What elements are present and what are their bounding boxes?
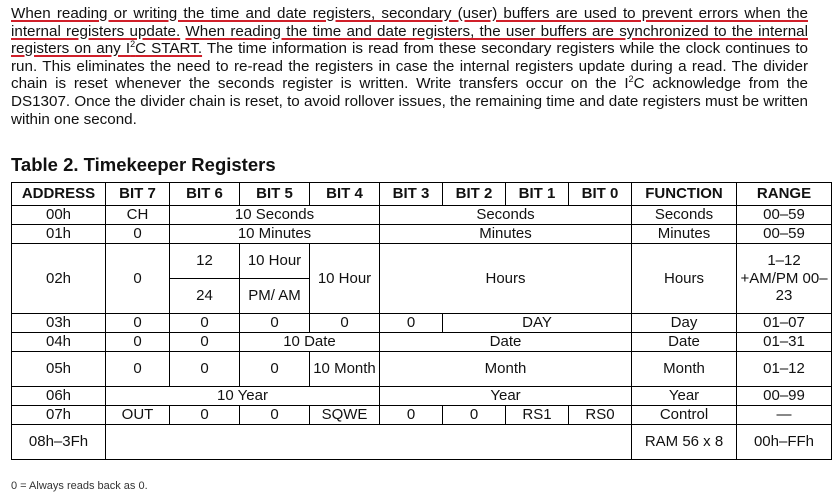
address-cell: 02h bbox=[12, 244, 106, 314]
table-cell: 0 bbox=[310, 314, 380, 333]
table-row bbox=[12, 225, 832, 244]
header-cell: FUNCTION bbox=[632, 183, 737, 206]
range-cell: — bbox=[737, 406, 832, 425]
range-cell: 01–07 bbox=[737, 314, 832, 333]
paragraph-text-2: C acknowledge from the DS1307. Once the divider chain is reset, to avoid rollover issues, the remaining time and date registers must be written within one second. bbox=[11, 75, 808, 128]
address-cell: 06h bbox=[12, 387, 106, 406]
function-cell: Hours bbox=[632, 244, 737, 314]
table-cell: Hours bbox=[380, 244, 632, 314]
table-cell: OUT bbox=[106, 406, 170, 425]
table-cell: 10 Hour bbox=[310, 244, 380, 314]
header-cell: BIT 5 bbox=[240, 183, 310, 206]
function-cell: Year bbox=[632, 387, 737, 406]
header-cell: BIT 7 bbox=[106, 183, 170, 206]
intro-paragraph: When reading or writing the time and date registers, secondary (user) buffers are used to prevent errors when the internal registers update. When reading the time and date registers, the user buffers are synchronized to the internal registers on any $I^2C$ START. The time information is read from these secondary registers while the clock continues to run. This eliminates the need to re-read the registers in case the internal registers update during a read. The divider chain is reset whenever the seconds register is written. Write transfers occur on the $I^2C$ acknowledge from the DS1307. Once the divider chain is reset, to avoid rollover issues, the remaining time and date registers must be written within one second. bbox=[11, 5, 809, 128]
table-row bbox=[12, 352, 832, 387]
header-cell: BIT 1 bbox=[506, 183, 569, 206]
table-cell: RS1 bbox=[506, 406, 569, 425]
table-cell: DAY bbox=[443, 314, 632, 333]
table-cell bbox=[106, 425, 632, 460]
range-cell: 01–12 bbox=[737, 352, 832, 387]
function-cell: Day bbox=[632, 314, 737, 333]
table-cell: 24 bbox=[170, 279, 240, 314]
address-cell: 00h bbox=[12, 206, 106, 225]
function-cell: RAM 56 x 8 bbox=[632, 425, 737, 460]
table-row bbox=[12, 333, 832, 352]
header-cell: BIT 0 bbox=[569, 183, 632, 206]
header-cell: RANGE bbox=[737, 183, 832, 206]
address-cell: 04h bbox=[12, 333, 106, 352]
table-cell: 0 bbox=[380, 314, 443, 333]
table-cell: Seconds bbox=[380, 206, 632, 225]
range-cell: 1–12 +AM/PM 00–23 bbox=[737, 244, 832, 314]
range-cell: 01–31 bbox=[737, 333, 832, 352]
table-row bbox=[12, 244, 832, 279]
table-cell: 10 Seconds bbox=[170, 206, 380, 225]
table-cell: 0 bbox=[380, 406, 443, 425]
table-cell: Month bbox=[380, 352, 632, 387]
table-cell: 0 bbox=[170, 333, 240, 352]
table-row bbox=[12, 206, 832, 225]
header-cell: BIT 6 bbox=[170, 183, 240, 206]
address-cell: 01h bbox=[12, 225, 106, 244]
address-cell: 08h–3Fh bbox=[12, 425, 106, 460]
function-cell: Date bbox=[632, 333, 737, 352]
table-cell: 0 bbox=[443, 406, 506, 425]
table-cell: 0 bbox=[240, 314, 310, 333]
table-cell: 0 bbox=[240, 352, 310, 387]
table-cell: Date bbox=[380, 333, 632, 352]
range-cell: 00–99 bbox=[737, 387, 832, 406]
table-cell: 0 bbox=[106, 244, 170, 314]
table-cell: 12 bbox=[170, 244, 240, 279]
header-cell: BIT 3 bbox=[380, 183, 443, 206]
table-cell: CH bbox=[106, 206, 170, 225]
table-row bbox=[12, 406, 832, 425]
table-cell: Year bbox=[380, 387, 632, 406]
table-cell: 0 bbox=[106, 352, 170, 387]
table-title: Table 2. Timekeeper Registers bbox=[11, 154, 276, 175]
header-cell: ADDRESS bbox=[12, 183, 106, 206]
function-cell: Control bbox=[632, 406, 737, 425]
table-cell: 0 bbox=[106, 314, 170, 333]
function-cell: Seconds bbox=[632, 206, 737, 225]
header-cell: BIT 2 bbox=[443, 183, 506, 206]
table-cell: 0 bbox=[170, 314, 240, 333]
underlined-text-2: When reading the time and date registers, the user buffers are synchronized to the internal registers on any $I^2C$ START. bbox=[11, 22, 808, 58]
table-cell: RS0 bbox=[569, 406, 632, 425]
table-cell: 0 bbox=[106, 333, 170, 352]
address-cell: 07h bbox=[12, 406, 106, 425]
table-footnote: 0 = Always reads back as 0. bbox=[11, 480, 148, 492]
timekeeper-registers-table bbox=[11, 182, 832, 460]
paragraph-text-1: The time information is read from these secondary registers while the clock continues to run. This eliminates the need to re-read the registers in case the internal registers update during a read. The divider chain is reset whenever the seconds register is written. Write transfers occur on the I bbox=[11, 40, 809, 93]
table-cell: 10 Year bbox=[106, 387, 380, 406]
table-cell: 10 Month bbox=[310, 352, 380, 387]
range-cell: 00–59 bbox=[737, 206, 832, 225]
range-cell: 00h–FFh bbox=[737, 425, 832, 460]
table-cell: 0 bbox=[170, 352, 240, 387]
table-cell: SQWE bbox=[310, 406, 380, 425]
function-cell: Month bbox=[632, 352, 737, 387]
table-cell: PM/ AM bbox=[240, 279, 310, 314]
table-cell: Minutes bbox=[380, 225, 632, 244]
table-cell: 0 bbox=[106, 225, 170, 244]
table-row bbox=[12, 387, 832, 406]
header-cell: BIT 4 bbox=[310, 183, 380, 206]
table-cell: 10 Date bbox=[240, 333, 380, 352]
table-cell: 10 Minutes bbox=[170, 225, 380, 244]
table-cell: 0 bbox=[240, 406, 310, 425]
table-row bbox=[12, 425, 832, 460]
table-cell: 0 bbox=[170, 406, 240, 425]
range-cell: 00–59 bbox=[737, 225, 832, 244]
underlined-text-1: When reading or writing the time and date registers, secondary (user) buffers are used to prevent errors when the internal registers update. bbox=[11, 5, 808, 40]
address-cell: 03h bbox=[12, 314, 106, 333]
table-cell: 10 Hour bbox=[240, 244, 310, 279]
table-row bbox=[12, 314, 832, 333]
address-cell: 05h bbox=[12, 352, 106, 387]
function-cell: Minutes bbox=[632, 225, 737, 244]
header-row bbox=[12, 183, 832, 206]
